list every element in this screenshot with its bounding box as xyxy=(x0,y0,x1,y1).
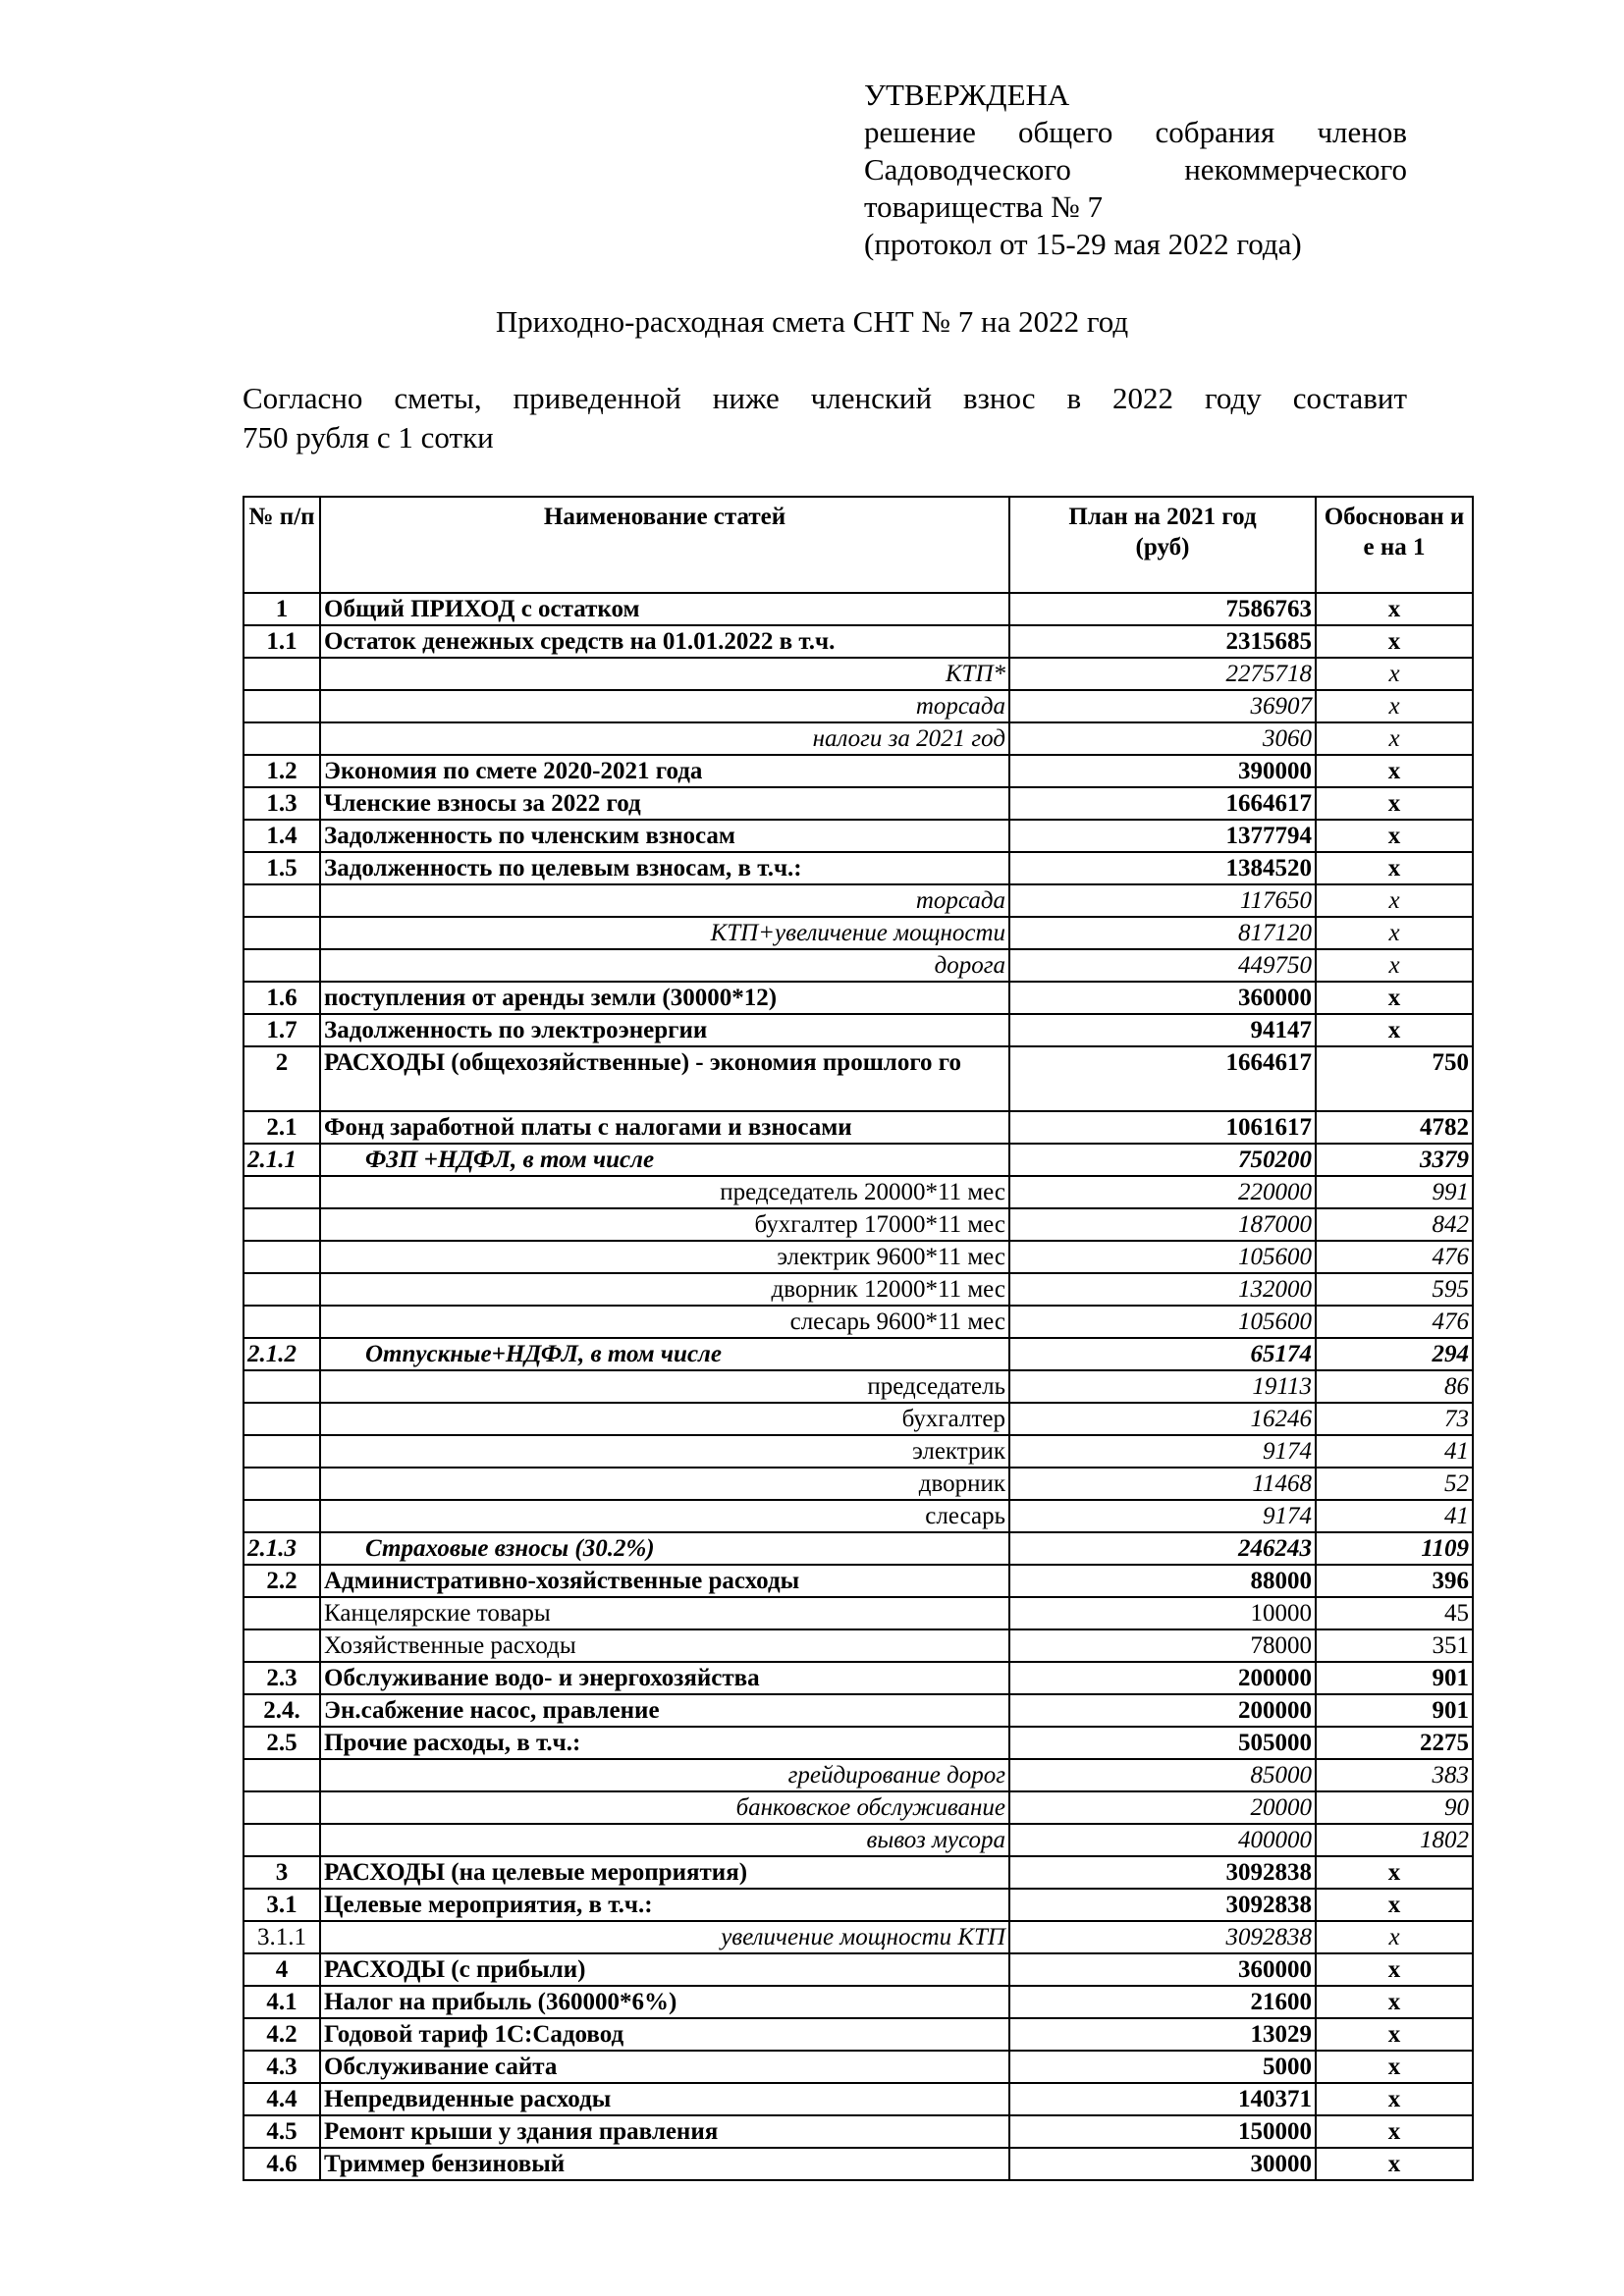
table-row xyxy=(244,690,1473,722)
row-item-name: поступления от аренды земли (30000*12) xyxy=(320,982,1009,1014)
row-plan-amount: 1384520 xyxy=(1009,852,1316,884)
row-number: 1.6 xyxy=(244,982,320,1014)
row-plan-amount: 88000 xyxy=(1009,1565,1316,1597)
row-number: 1.4 xyxy=(244,820,320,852)
row-number: 1.3 xyxy=(244,787,320,820)
table-row xyxy=(244,1435,1473,1468)
table-body xyxy=(244,593,1473,2180)
table-row xyxy=(244,2115,1473,2148)
header-num: № п/п xyxy=(244,497,320,593)
table-row xyxy=(244,1824,1473,1856)
row-justification: х xyxy=(1316,1889,1473,1921)
approval-line-2: Садоводческого некоммерческого xyxy=(864,152,1407,187)
row-number: 1.2 xyxy=(244,755,320,787)
table-row xyxy=(244,1921,1473,1953)
row-justification: 595 xyxy=(1316,1273,1473,1306)
table-row xyxy=(244,1597,1473,1629)
row-justification: 45 xyxy=(1316,1597,1473,1629)
row-justification: х xyxy=(1316,2083,1473,2115)
row-number xyxy=(244,1500,320,1532)
row-item-name: Эн.сабжение насос, правление xyxy=(320,1694,1009,1727)
table-row xyxy=(244,755,1473,787)
table-row xyxy=(244,722,1473,755)
row-item-name: вывоз мусора xyxy=(320,1824,1009,1856)
table-row xyxy=(244,1273,1473,1306)
row-plan-amount: 10000 xyxy=(1009,1597,1316,1629)
row-justification: 41 xyxy=(1316,1435,1473,1468)
row-plan-amount: 9174 xyxy=(1009,1435,1316,1468)
row-plan-amount: 3092838 xyxy=(1009,1856,1316,1889)
row-item-name: Членские взносы за 2022 год xyxy=(320,787,1009,820)
row-item-name: дворник 12000*11 мес xyxy=(320,1273,1009,1306)
row-number: 4.3 xyxy=(244,2051,320,2083)
row-justification: 3379 xyxy=(1316,1144,1473,1176)
row-item-name: КТП* xyxy=(320,658,1009,690)
row-plan-amount: 1377794 xyxy=(1009,820,1316,852)
table-row xyxy=(244,2083,1473,2115)
row-number: 2.2 xyxy=(244,1565,320,1597)
row-plan-amount: 19113 xyxy=(1009,1370,1316,1403)
table-row xyxy=(244,658,1473,690)
row-item-name: Канцелярские товары xyxy=(320,1597,1009,1629)
row-item-name: Триммер бензиновый xyxy=(320,2148,1009,2180)
table-row xyxy=(244,1144,1473,1176)
row-item-name: Задолженность по целевым взносам, в т.ч.: xyxy=(320,852,1009,884)
row-justification: 396 xyxy=(1316,1565,1473,1597)
row-justification: 842 xyxy=(1316,1208,1473,1241)
row-item-name: электрик xyxy=(320,1435,1009,1468)
approval-line-1: решение общего собрания членов xyxy=(864,115,1407,149)
row-justification: 4782 xyxy=(1316,1111,1473,1144)
row-plan-amount: 78000 xyxy=(1009,1629,1316,1662)
approval-block xyxy=(864,77,1407,263)
row-plan-amount: 21600 xyxy=(1009,1986,1316,2018)
row-plan-amount: 140371 xyxy=(1009,2083,1316,2115)
row-item-name: ФЗП +НДФЛ, в том числе xyxy=(320,1144,1009,1176)
row-justification: 41 xyxy=(1316,1500,1473,1532)
row-plan-amount: 105600 xyxy=(1009,1306,1316,1338)
row-number xyxy=(244,1435,320,1468)
row-plan-amount: 117650 xyxy=(1009,884,1316,917)
row-number xyxy=(244,1241,320,1273)
row-item-name: председатель 20000*11 мес xyxy=(320,1176,1009,1208)
row-justification: х xyxy=(1316,884,1473,917)
row-number: 4.2 xyxy=(244,2018,320,2051)
document-title: Приходно-расходная смета СНТ № 7 на 2022 год xyxy=(495,304,1129,339)
row-number xyxy=(244,1273,320,1306)
row-number: 3.1 xyxy=(244,1889,320,1921)
intro-paragraph xyxy=(243,379,1407,457)
row-item-name: дворник xyxy=(320,1468,1009,1500)
table-row xyxy=(244,2051,1473,2083)
row-plan-amount: 16246 xyxy=(1009,1403,1316,1435)
row-justification: х xyxy=(1316,917,1473,949)
row-number xyxy=(244,722,320,755)
row-number: 2.1 xyxy=(244,1111,320,1144)
row-justification: 294 xyxy=(1316,1338,1473,1370)
row-plan-amount: 750200 xyxy=(1009,1144,1316,1176)
row-plan-amount: 3060 xyxy=(1009,722,1316,755)
row-item-name: Задолженность по членским взносам xyxy=(320,820,1009,852)
row-item-name: Ремонт крыши у здания правления xyxy=(320,2115,1009,2148)
row-justification: 476 xyxy=(1316,1306,1473,1338)
row-justification: 383 xyxy=(1316,1759,1473,1791)
row-justification: х xyxy=(1316,2148,1473,2180)
row-justification: х xyxy=(1316,982,1473,1014)
row-item-name: Налог на прибыль (360000*6%) xyxy=(320,1986,1009,2018)
row-justification: х xyxy=(1316,1986,1473,2018)
row-item-name: торсада xyxy=(320,690,1009,722)
row-item-name: слесарь xyxy=(320,1500,1009,1532)
table-row xyxy=(244,1953,1473,1986)
row-plan-amount: 1664617 xyxy=(1009,787,1316,820)
row-item-name: налоги за 2021 год xyxy=(320,722,1009,755)
table-row xyxy=(244,917,1473,949)
table-row xyxy=(244,1046,1473,1111)
row-plan-amount: 7586763 xyxy=(1009,593,1316,625)
row-plan-amount: 2275718 xyxy=(1009,658,1316,690)
table-row xyxy=(244,1176,1473,1208)
row-number: 2 xyxy=(244,1046,320,1111)
row-plan-amount: 449750 xyxy=(1009,949,1316,982)
row-justification: 73 xyxy=(1316,1403,1473,1435)
row-plan-amount: 105600 xyxy=(1009,1241,1316,1273)
intro-line-2: 750 рубля с 1 сотки xyxy=(243,420,494,454)
row-number: 4.4 xyxy=(244,2083,320,2115)
table-row xyxy=(244,949,1473,982)
row-item-name: Обслуживание водо- и энергохозяйства xyxy=(320,1662,1009,1694)
row-item-name: Остаток денежных средств на 01.01.2022 в т.ч. xyxy=(320,625,1009,658)
row-item-name: банковское обслуживание xyxy=(320,1791,1009,1824)
row-item-name: КТП+увеличение мощности xyxy=(320,917,1009,949)
row-plan-amount: 3092838 xyxy=(1009,1921,1316,1953)
row-number xyxy=(244,658,320,690)
row-item-name: Отпускные+НДФЛ, в том числе xyxy=(320,1338,1009,1370)
row-number: 2.4. xyxy=(244,1694,320,1727)
row-number: 4.1 xyxy=(244,1986,320,2018)
row-number xyxy=(244,1306,320,1338)
row-plan-amount: 2315685 xyxy=(1009,625,1316,658)
table-row xyxy=(244,1532,1473,1565)
row-plan-amount: 13029 xyxy=(1009,2018,1316,2051)
row-plan-amount: 94147 xyxy=(1009,1014,1316,1046)
table-row xyxy=(244,1759,1473,1791)
row-item-name: Страховые взносы (30.2%) xyxy=(320,1532,1009,1565)
table-row xyxy=(244,1856,1473,1889)
row-justification: 90 xyxy=(1316,1791,1473,1824)
row-justification: х xyxy=(1316,2051,1473,2083)
row-number xyxy=(244,1176,320,1208)
row-plan-amount: 817120 xyxy=(1009,917,1316,949)
row-item-name: Фонд заработной платы с налогами и взносами xyxy=(320,1111,1009,1144)
table-header-row xyxy=(244,497,1473,593)
table-row xyxy=(244,982,1473,1014)
row-item-name: электрик 9600*11 мес xyxy=(320,1241,1009,1273)
row-justification: 52 xyxy=(1316,1468,1473,1500)
row-number xyxy=(244,884,320,917)
row-justification: х xyxy=(1316,593,1473,625)
table-row xyxy=(244,852,1473,884)
budget-table xyxy=(243,496,1474,2181)
row-plan-amount: 5000 xyxy=(1009,2051,1316,2083)
row-plan-amount: 187000 xyxy=(1009,1208,1316,1241)
table-row xyxy=(244,1306,1473,1338)
table-row xyxy=(244,820,1473,852)
row-justification: х xyxy=(1316,658,1473,690)
row-justification: 351 xyxy=(1316,1629,1473,1662)
table-row xyxy=(244,1014,1473,1046)
row-plan-amount: 400000 xyxy=(1009,1824,1316,1856)
row-number: 1.7 xyxy=(244,1014,320,1046)
row-number: 2.1.3 xyxy=(244,1532,320,1565)
row-justification: х xyxy=(1316,852,1473,884)
row-justification: х xyxy=(1316,722,1473,755)
row-item-name: слесарь 9600*11 мес xyxy=(320,1306,1009,1338)
row-item-name: Задолженность по электроэнергии xyxy=(320,1014,1009,1046)
row-number: 1.5 xyxy=(244,852,320,884)
table-row xyxy=(244,1241,1473,1273)
row-number xyxy=(244,1791,320,1824)
row-item-name: грейдирование дорог xyxy=(320,1759,1009,1791)
row-number xyxy=(244,1597,320,1629)
row-justification: 901 xyxy=(1316,1662,1473,1694)
row-justification: х xyxy=(1316,1953,1473,1986)
row-item-name: Обслуживание сайта xyxy=(320,2051,1009,2083)
table-row xyxy=(244,1500,1473,1532)
row-item-name: Прочие расходы, в т.ч.: xyxy=(320,1727,1009,1759)
row-justification: х xyxy=(1316,1014,1473,1046)
row-plan-amount: 11468 xyxy=(1009,1468,1316,1500)
table-row xyxy=(244,1403,1473,1435)
row-item-name: бухгалтер 17000*11 мес xyxy=(320,1208,1009,1241)
row-number: 1 xyxy=(244,593,320,625)
row-item-name: торсада xyxy=(320,884,1009,917)
row-plan-amount: 65174 xyxy=(1009,1338,1316,1370)
row-plan-amount: 246243 xyxy=(1009,1532,1316,1565)
table-row xyxy=(244,1565,1473,1597)
row-number: 2.3 xyxy=(244,1662,320,1694)
table-row xyxy=(244,1629,1473,1662)
row-item-name: РАСХОДЫ (на целевые мероприятия) xyxy=(320,1856,1009,1889)
row-number xyxy=(244,1208,320,1241)
header-justification: Обоснован и е на 1 xyxy=(1316,497,1473,593)
row-number: 4.6 xyxy=(244,2148,320,2180)
row-number: 2.1.2 xyxy=(244,1338,320,1370)
row-justification: 901 xyxy=(1316,1694,1473,1727)
row-plan-amount: 9174 xyxy=(1009,1500,1316,1532)
row-justification: х xyxy=(1316,949,1473,982)
row-number: 3.1.1 xyxy=(244,1921,320,1953)
table-row xyxy=(244,1111,1473,1144)
row-plan-amount: 360000 xyxy=(1009,982,1316,1014)
approval-line-4: (протокол от 15-29 мая 2022 года) xyxy=(864,227,1302,261)
row-number xyxy=(244,917,320,949)
table-row xyxy=(244,593,1473,625)
row-number: 4 xyxy=(244,1953,320,1986)
table-row xyxy=(244,1338,1473,1370)
row-plan-amount: 36907 xyxy=(1009,690,1316,722)
row-number: 1.1 xyxy=(244,625,320,658)
row-number: 4.5 xyxy=(244,2115,320,2148)
row-item-name: Целевые мероприятия, в т.ч.: xyxy=(320,1889,1009,1921)
table-row xyxy=(244,2148,1473,2180)
row-number xyxy=(244,1403,320,1435)
row-item-name: бухгалтер xyxy=(320,1403,1009,1435)
row-item-name: Экономия по смете 2020-2021 года xyxy=(320,755,1009,787)
approval-title: УТВЕРЖДЕНА xyxy=(864,78,1070,112)
row-plan-amount: 1664617 xyxy=(1009,1046,1316,1111)
intro-line-1: Согласно сметы, приведенной ниже членский взнос в 2022 году составит xyxy=(243,381,1407,415)
row-justification: х xyxy=(1316,690,1473,722)
row-justification: х xyxy=(1316,787,1473,820)
row-plan-amount: 132000 xyxy=(1009,1273,1316,1306)
row-item-name: увеличение мощности КТП xyxy=(320,1921,1009,1953)
row-justification: х xyxy=(1316,2115,1473,2148)
table-row xyxy=(244,1208,1473,1241)
row-plan-amount: 200000 xyxy=(1009,1694,1316,1727)
row-item-name: РАСХОДЫ (общехозяйственные) - экономия прошлого го xyxy=(320,1046,1009,1111)
table-row xyxy=(244,1662,1473,1694)
row-number: 2.5 xyxy=(244,1727,320,1759)
row-justification: х xyxy=(1316,2018,1473,2051)
row-number: 2.1.1 xyxy=(244,1144,320,1176)
row-number: 3 xyxy=(244,1856,320,1889)
table-row xyxy=(244,1370,1473,1403)
row-item-name: Административно-хозяйственные расходы xyxy=(320,1565,1009,1597)
table-row xyxy=(244,1986,1473,2018)
row-justification: 991 xyxy=(1316,1176,1473,1208)
header-name: Наименование статей xyxy=(320,497,1009,593)
table-row xyxy=(244,787,1473,820)
row-plan-amount: 220000 xyxy=(1009,1176,1316,1208)
row-item-name: Годовой тариф 1С:Садовод xyxy=(320,2018,1009,2051)
row-item-name: дорога xyxy=(320,949,1009,982)
row-plan-amount: 3092838 xyxy=(1009,1889,1316,1921)
row-number xyxy=(244,1370,320,1403)
row-justification: х xyxy=(1316,1856,1473,1889)
row-plan-amount: 150000 xyxy=(1009,2115,1316,2148)
row-plan-amount: 20000 xyxy=(1009,1791,1316,1824)
table-row xyxy=(244,1791,1473,1824)
row-number xyxy=(244,1629,320,1662)
table-row xyxy=(244,1694,1473,1727)
table-row xyxy=(244,1889,1473,1921)
row-plan-amount: 30000 xyxy=(1009,2148,1316,2180)
row-plan-amount: 360000 xyxy=(1009,1953,1316,1986)
row-plan-amount: 85000 xyxy=(1009,1759,1316,1791)
row-justification: 1802 xyxy=(1316,1824,1473,1856)
row-justification: х xyxy=(1316,820,1473,852)
approval-line-3: товарищества № 7 xyxy=(864,189,1103,224)
table-row xyxy=(244,884,1473,917)
row-item-name: председатель xyxy=(320,1370,1009,1403)
row-justification: х xyxy=(1316,755,1473,787)
table-row xyxy=(244,1727,1473,1759)
row-item-name: Общий ПРИХОД с остатком xyxy=(320,593,1009,625)
row-justification: 1109 xyxy=(1316,1532,1473,1565)
row-item-name: Хозяйственные расходы xyxy=(320,1629,1009,1662)
row-number xyxy=(244,1824,320,1856)
row-number xyxy=(244,949,320,982)
row-plan-amount: 390000 xyxy=(1009,755,1316,787)
row-number xyxy=(244,1759,320,1791)
table-row xyxy=(244,2018,1473,2051)
row-number xyxy=(244,690,320,722)
row-number xyxy=(244,1468,320,1500)
row-item-name: Непредвиденные расходы xyxy=(320,2083,1009,2115)
header-plan: План на 2021 год (руб) xyxy=(1009,497,1316,593)
row-justification: 750 xyxy=(1316,1046,1473,1111)
row-item-name: РАСХОДЫ (с прибыли) xyxy=(320,1953,1009,1986)
row-plan-amount: 505000 xyxy=(1009,1727,1316,1759)
row-justification: 86 xyxy=(1316,1370,1473,1403)
row-plan-amount: 1061617 xyxy=(1009,1111,1316,1144)
row-justification: 2275 xyxy=(1316,1727,1473,1759)
table-row xyxy=(244,625,1473,658)
row-justification: х xyxy=(1316,625,1473,658)
table-row xyxy=(244,1468,1473,1500)
row-justification: х xyxy=(1316,1921,1473,1953)
row-justification: 476 xyxy=(1316,1241,1473,1273)
row-plan-amount: 200000 xyxy=(1009,1662,1316,1694)
